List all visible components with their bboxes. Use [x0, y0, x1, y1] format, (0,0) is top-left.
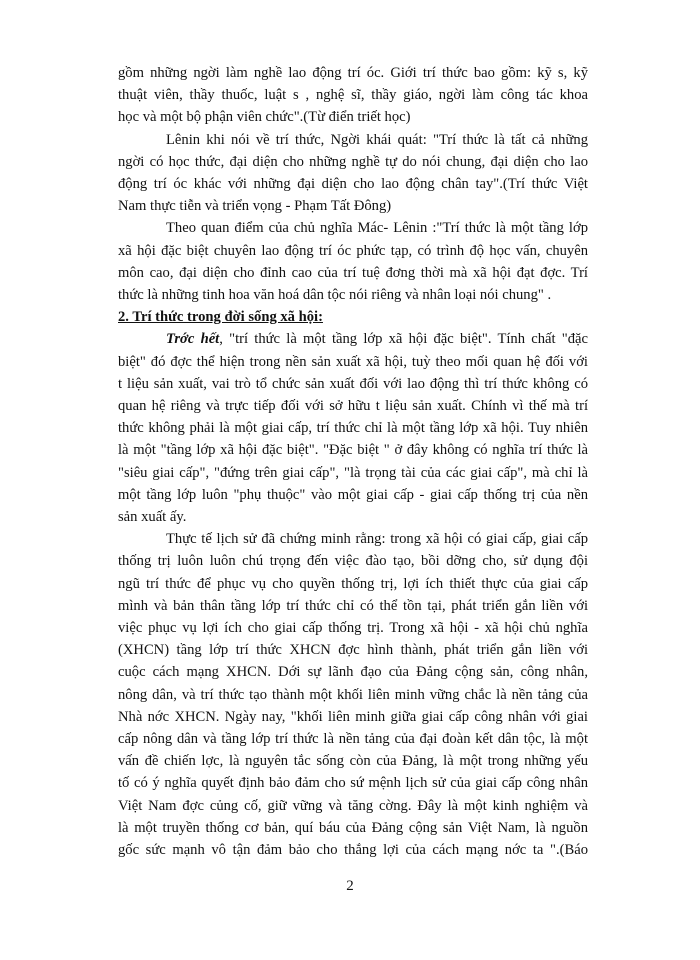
text-line: Việt Nam đợc củng cố, giữ vững và tăng cờng. Đây là một kinh nghiệm và	[118, 797, 588, 814]
text-line: Theo quan điểm của chủ nghĩa Mác- Lênin :"Trí thức là một tầng lớp	[166, 220, 588, 237]
text-line: nông dân, và trí thức tạo thành một khối liên minh vững chắc là nền tảng của	[118, 686, 588, 703]
text-line: ngũ trí thức để phục vụ cho quyền thống trị, lợi ích thiết thực của giai cấp	[118, 575, 588, 592]
text-line: Thực tế lịch sử đã chứng minh rằng: trong xã hội có giai cấp, giai cấp	[166, 531, 588, 548]
italic-lead: Trớc hết	[166, 331, 220, 348]
text-line: xã hội đặc biệt chuyên lao động trí óc phức tạp, có trình độ học vấn, chuyên	[118, 242, 588, 259]
text-line: thống trị luôn luôn chú trọng đến việc đào tạo, bồi dỡng cho, sử dụng đội	[118, 553, 588, 570]
text-line: thuật viên, thầy thuốc, luật s , nghệ sĩ, thầy giáo, ngời làm công tác khoa	[118, 87, 588, 104]
text-line: "siêu giai cấp", "đứng trên giai cấp", "là trọng tài của các giai cấp", mà chỉ là	[118, 464, 588, 481]
text-line: vấn đề chiến lợc, là nguyên tắc sống còn của Đảng, là một trong những yếu	[118, 753, 588, 770]
text-line: là một "tầng lớp xã hội đặc biệt". "Đặc biệt " ở đây không có nghĩa trí thức là	[118, 442, 588, 459]
text-line: Nhà nớc XHCN. Ngày nay, "khối liên minh giữa giai cấp công nhân với giai	[118, 708, 588, 725]
text-line: cuộc cách mạng XHCN. Dới sự lãnh đạo của Đảng cộng sản, công nhân,	[118, 664, 588, 681]
text-line: quan hệ riêng và trực tiếp đối với sở hữu t liệu sản xuất. Chính vì thế mà trí	[118, 398, 588, 414]
text-line: t liệu sản xuất, vai trò tổ chức sản xuất đối với lao động thì trí thức không có	[118, 375, 588, 392]
text-line: mình và bản thân tầng lớp trí thức chỉ có thể tồn tại, phát triển gắn liền với	[118, 597, 588, 614]
page-number: 2	[346, 878, 354, 894]
text-line: Lênin khi nói về trí thức, Ngời khái quát: "Trí thức là tất cả những	[166, 131, 588, 148]
text-line: gốc sức mạnh vô tận đảm bảo cho thắng lợi của cách mạng nớc ta ".(Báo	[118, 842, 588, 858]
text-line: môn cao, đại diện cho đỉnh cao của trí tuệ đơng thời mà xã hội đạt đợc. Trí	[118, 264, 588, 281]
text-line: biệt" đó đợc thể hiện trong nền sản xuất xã hội, tuỳ theo mối quan hệ đối với	[118, 353, 588, 370]
section-heading: 2. Trí thức trong đời sống xã hội:	[118, 309, 323, 326]
text-line: gồm những ngời làm nghề lao động trí óc. Giới trí thức bao gồm: kỹ s, kỹ	[118, 65, 588, 81]
text-line: là một truyền thống cơ bản, quí báu của Đảng cộng sản Việt Nam, là nguồn	[118, 819, 588, 836]
text-line: thức không phải là một giai cấp, trí thức chỉ là một tầng lớp xã hội. Tuy nhiên	[118, 420, 588, 437]
text-line: tố có ý nghĩa quyết định bảo đảm cho sứ mệnh lịch sử của giai cấp công nhân	[118, 775, 588, 792]
text-line: động trí óc khác với những đại diện cho lao động chân tay".(Trí thức Việt	[118, 176, 588, 192]
text-line: việc phục vụ lợi ích cho giai cấp thống trị. Trong xã hội - xã hội chủ nghĩa	[118, 620, 588, 636]
text-line: Nam thực tiễn và triển vọng - Phạm Tất Đông)	[118, 198, 392, 215]
text-line: học và một bộ phận viên chức".(Từ điển triết học)	[118, 109, 411, 126]
text-line: thức là những tinh hoa văn hoá dân tộc nói riêng và nhân loại nói chung" .	[118, 287, 552, 303]
text-line: (XHCN) tầng lớp trí thức XHCN đợc hình thành, phát triển gắn liền với	[118, 642, 588, 659]
text-line: cấp nông dân và tầng lớp trí thức là nền tảng của đại đoàn kết dân tộc, là một	[118, 731, 588, 747]
text-line: sản xuất ấy.	[118, 509, 187, 525]
text-line: Trớc hết, "trí thức là một tầng lớp xã hội đặc biệt". Tính chất "đặc	[166, 331, 588, 348]
text-line: một tầng lớp luôn "phụ thuộc" vào một giai cấp - giai cấp thống trị của nền	[118, 486, 588, 503]
text-line: ngời có học thức, đại diện cho những nghề tự do nói chung, đại diện cho lao	[118, 153, 588, 170]
